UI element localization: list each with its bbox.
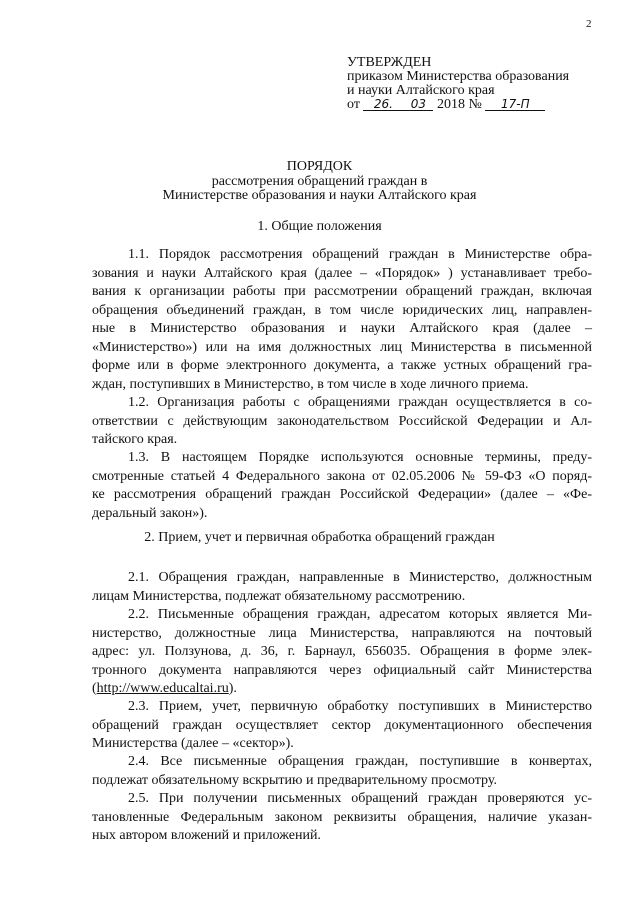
text-line: форме или в форме электронного документа, а также устных обращений гра-: [92, 358, 592, 373]
approval-date-line: [347, 98, 569, 112]
text-line: 2.4. Все письменные обращения граждан, поступившие в конвертах,: [128, 754, 592, 769]
paragraph-2-1: [92, 569, 592, 606]
text-line: «Министерство») или на имя должностных лиц Министерства в письменной: [92, 339, 592, 355]
text-line: адрес: ул. Ползунова, д. 36, г. Барнаул, 656035. Обращения в форме элек-: [92, 644, 592, 659]
paragraph-2-2: [92, 606, 592, 699]
text-line: ных автором вложений и приложений.: [92, 828, 321, 843]
text-line: Министерства (далее – «сектор»).: [92, 736, 294, 751]
text-line: ные в Министерство образования и науки Алтайского края (далее –: [92, 321, 592, 336]
text-line: обращений граждан осуществляет сектор документационного обеспечения: [92, 717, 592, 733]
text-line: 2.3. Прием, учет, первичную обработку поступивших в Министерство: [128, 699, 592, 714]
paren-close: ).: [228, 681, 237, 696]
text-line: 2.5. При получении письменных обращений граждан проверяются ус-: [128, 791, 592, 806]
document-title: [0, 160, 639, 204]
page-number: 2: [586, 18, 592, 30]
text-line: лицам Министерства, подлежат обязательному рассмотрению.: [92, 588, 466, 604]
text-line: 2.2. Письменные обращения граждан, адресатом которых является Ми-: [128, 607, 592, 622]
approval-year: 2018 №: [436, 97, 482, 112]
text-line: 1.1. Порядок рассмотрения обращений граждан в Министерстве обра-: [128, 247, 592, 262]
text-line-with-link: [92, 680, 592, 699]
text-line: ждан, поступивших в Министерство, в том числе в ходе личного приема.: [92, 376, 529, 392]
text-line: 1.2. Организация работы с обращениями граждан осуществляется в со-: [128, 395, 592, 410]
paragraph-2-3: [92, 698, 592, 754]
title-sub-1: рассмотрения обращений граждан в: [211, 173, 428, 189]
text-line: вания к организации работы при рассмотрении обращений граждан, включая: [92, 284, 592, 299]
section-1-heading: 1. Общие положения: [257, 219, 382, 234]
title-main: ПОРЯДОК: [286, 159, 353, 174]
website-link[interactable]: http://www.educaltai.ru: [96, 681, 229, 696]
text-line: тановленные Федеральным законом реквизиты обращения, наличие указан-: [92, 809, 592, 825]
paragraph-2-4: [92, 753, 592, 790]
handwritten-day: 26.: [363, 98, 403, 111]
paragraph-2-5: [92, 790, 592, 846]
approval-stamp: [347, 56, 569, 112]
handwritten-order-number: 17-П: [485, 98, 545, 111]
approval-date-prefix: от: [347, 97, 360, 112]
paragraph-1-1: [92, 246, 592, 394]
text-line: смотренные статьей 4 Федерального закона от 02.05.2006 № 59-ФЗ «О поряд-: [92, 468, 592, 484]
approval-order-line: приказом Министерства образования: [347, 69, 570, 84]
approval-title: УТВЕРЖДЕН: [347, 55, 432, 70]
paren-open: (: [92, 681, 97, 696]
paragraph-1-2: [92, 394, 592, 450]
text-line: нистерство, должностные лица Министерства, направляются на почтовый: [92, 625, 592, 641]
approval-region-line: и науки Алтайского края: [347, 83, 495, 98]
text-line: зования и науки Алтайского края (далее – «Порядок» ) устанавливает требо-: [92, 265, 592, 281]
text-line: тайского края.: [92, 432, 178, 447]
text-line: 2.1. Обращения граждан, направленные в Министерство, должностным: [128, 570, 592, 585]
handwritten-month: 03: [403, 98, 433, 111]
text-line: ответствии с действующим законодательством Российской Федерации и Ал-: [92, 413, 592, 429]
text-line: деральный закон»).: [92, 505, 208, 521]
text-line: 1.3. В настоящем Порядке используются основные термины, преду-: [128, 450, 592, 465]
section-2-heading: 2. Прием, учет и первичная обработка обращений граждан: [144, 530, 495, 545]
text-line: тронного документа направляются через официальный сайт Министерства: [92, 662, 592, 678]
text-line: обращения объединений граждан, в том числе юридических лиц, направлен-: [92, 302, 592, 318]
text-line: подлежат обязательному вскрытию и предварительному просмотру.: [92, 772, 497, 788]
paragraph-1-3: [92, 449, 592, 523]
text-line: ке рассмотрения обращений граждан Российской Федерации» (далее – «Фе-: [92, 487, 592, 502]
title-sub-2: Министерстве образования и науки Алтайского края: [162, 188, 477, 203]
